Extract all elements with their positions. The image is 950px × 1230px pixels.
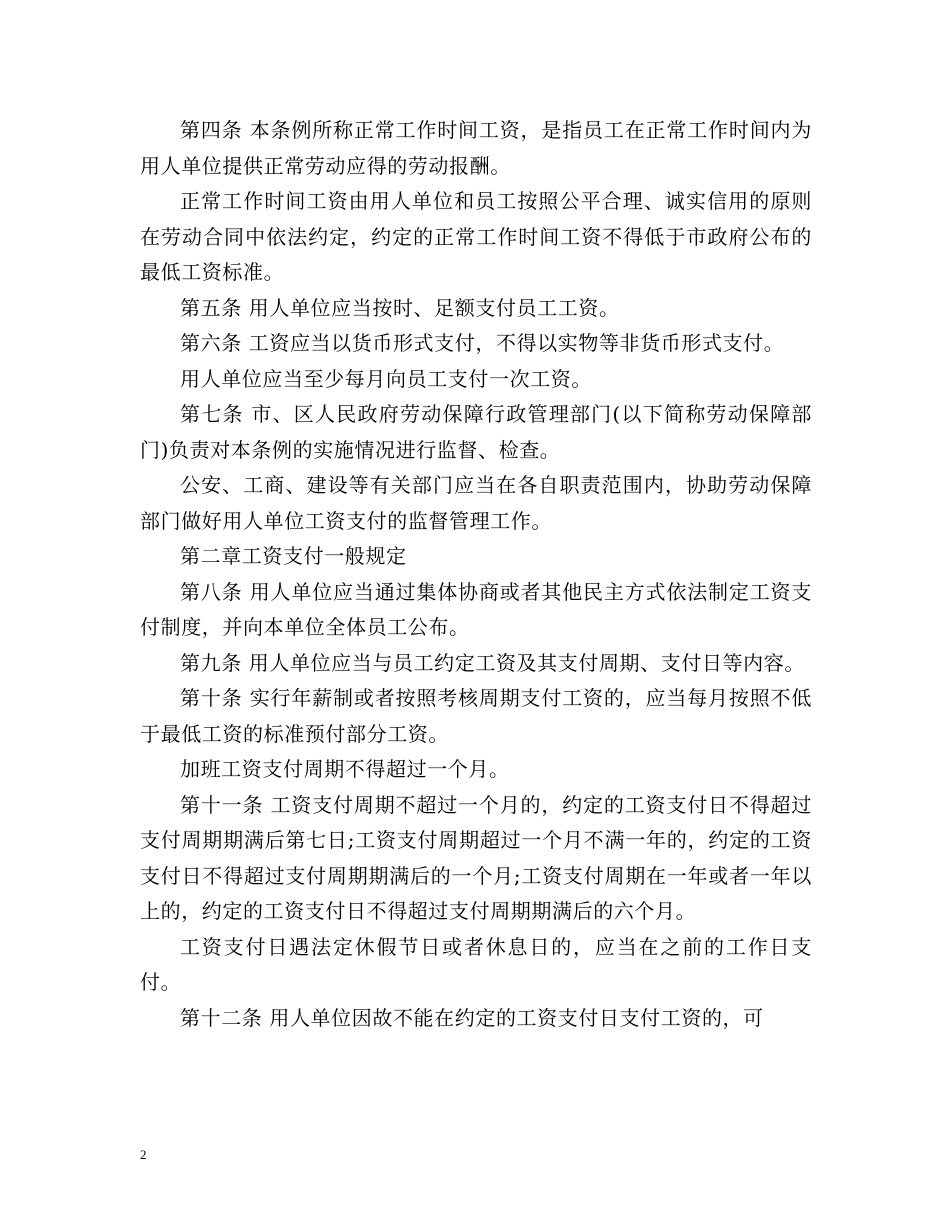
document-body <box>140 113 812 1036</box>
paragraph-monthly-payment: 用人单位应当至少每月向员工支付一次工资。 <box>180 366 592 391</box>
page-number: 2 <box>140 1147 147 1162</box>
paragraph-article-10: 第十条 实行年薪制或者按照考核周期支付工资的，应当每月按照不低于最低工资的标准预付部分工资。 <box>140 686 812 746</box>
paragraph-article-11: 第十一条 工资支付周期不超过一个月的，约定的工资支付日不得超过支付周期期满后第七日;工资支付周期超过一个月不满一年的，约定的工资支付日不得超过支付周期期满后的一个月;工资支付周期在一年或者一年以上的，约定的工资支付日不得超过支付周期期满后的六个月。 <box>140 792 812 923</box>
paragraph-departments: 公安、工商、建设等有关部门应当在各自职责范围内，协助劳动保障部门做好用人单位工资支付的监督管理工作。 <box>140 473 812 533</box>
paragraph-overtime: 加班工资支付周期不得超过一个月。 <box>180 757 510 781</box>
paragraph-article-9: 第九条 用人单位应当与员工约定工资及其支付周期、支付日等内容。 <box>180 650 805 675</box>
paragraph-article-12: 第十二条 用人单位因故不能在约定的工资支付日支付工资的，可 <box>180 1005 764 1030</box>
paragraph-article-5: 第五条 用人单位应当按时、足额支付员工工资。 <box>180 295 620 320</box>
chapter-heading: 第二章工资支付一般规定 <box>180 544 407 568</box>
paragraph-normal-wage: 正常工作时间工资由用人单位和员工按照公平合理、诚实信用的原则在劳动合同中依法约定，约定的正常工作时间工资不得低于市政府公布的最低工资标准。 <box>140 189 812 284</box>
paragraph-article-7: 第七条 市、区人民政府劳动保障行政管理部门(以下简称劳动保障部门)负责对本条例的实施情况进行监督、检查。 <box>140 402 812 462</box>
paragraph-article-4: 第四条 本条例所称正常工作时间工资，是指员工在正常工作时间内为用人单位提供正常劳动应得的劳动报酬。 <box>140 118 812 178</box>
paragraph-article-8: 第八条 用人单位应当通过集体协商或者其他民主方式依法制定工资支付制度，并向本单位全体员工公布。 <box>140 579 812 639</box>
paragraph-holiday-payment: 工资支付日遇法定休假节日或者休息日的，应当在之前的工作日支付。 <box>140 934 812 994</box>
paragraph-article-6: 第六条 工资应当以货币形式支付，不得以实物等非货币形式支付。 <box>180 331 785 355</box>
